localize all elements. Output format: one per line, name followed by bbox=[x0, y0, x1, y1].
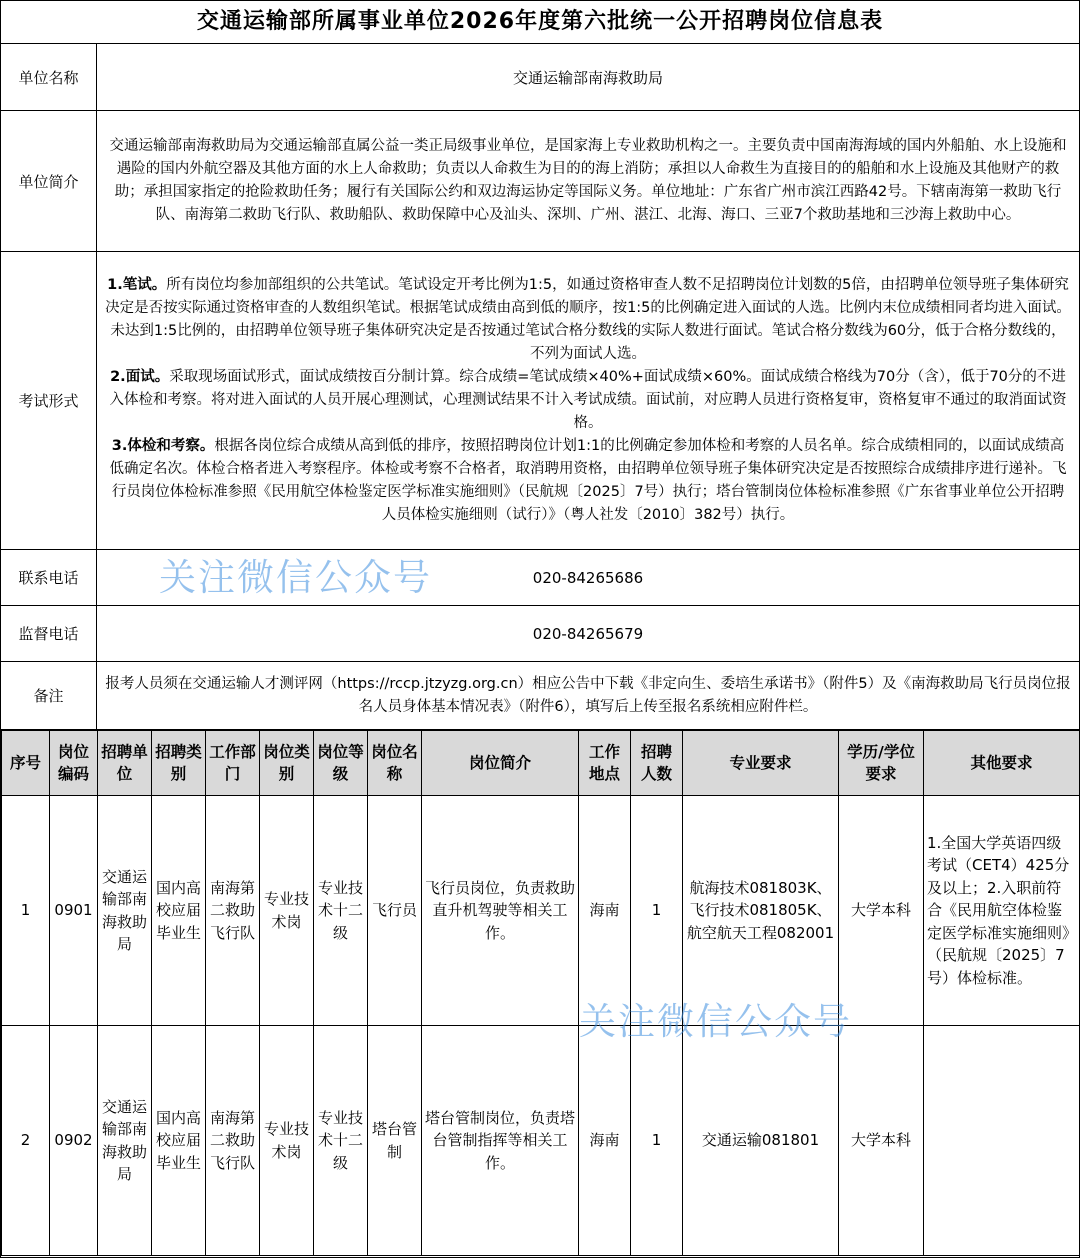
cell-major: 交通运输081801 bbox=[683, 1026, 839, 1256]
cell-location: 海南 bbox=[579, 796, 631, 1026]
cell-post-level: 专业技术十二级 bbox=[314, 796, 368, 1026]
watermark: 关注微信公众号 bbox=[159, 556, 432, 599]
header-cell: 岗位编码 bbox=[50, 731, 98, 796]
exam-item-physical bbox=[105, 435, 1071, 527]
contact-phone-label: 联系电话 bbox=[1, 550, 97, 605]
unit-name-value: 交通运输部南海救助局 bbox=[512, 68, 663, 87]
table-row bbox=[2, 796, 1080, 1026]
cell-code: 0902 bbox=[50, 1026, 98, 1256]
unit-intro-label: 单位简介 bbox=[1, 111, 97, 251]
header-cell: 学历/学位要求 bbox=[839, 731, 924, 796]
contact-phone-row bbox=[1, 550, 1079, 606]
cell-post-type: 专业技术岗 bbox=[260, 1026, 314, 1256]
header-cell: 招聘人数 bbox=[631, 731, 683, 796]
supervise-phone-value: 020-84265679 bbox=[532, 624, 644, 643]
header-cell: 工作地点 bbox=[579, 731, 631, 796]
header-cell: 专业要求 bbox=[683, 731, 839, 796]
exam-item-physical-head: 3.体检和考察。 bbox=[111, 438, 215, 454]
contact-phone-value: 020-84265686 bbox=[532, 568, 644, 587]
cell-location: 海南 bbox=[579, 1026, 631, 1256]
cell-other: 1.全国大学英语四级考试（CET4）425分及以上；2.入职前符合《民用航空体检鉴定医学标准实施细则》（民航规〔2025〕7号）体检标准。 bbox=[924, 796, 1080, 1026]
cell-seq: 1 bbox=[2, 796, 50, 1026]
supervise-phone-label: 监督电话 bbox=[1, 606, 97, 661]
cell-post-level: 专业技术十二级 bbox=[314, 1026, 368, 1256]
cell-unit: 交通运输部南海救助局 bbox=[98, 796, 152, 1026]
cell-education: 大学本科 bbox=[839, 796, 924, 1026]
note-text: 报考人员须在交通运输人才测评网（https://rccp.jtzyzg.org.cn）相应公告中下载《非定向生、委培生承诺书》（附件5）及《南海救助局飞行员岗位报名人员身体基本情况表》（附件6），填写后上传至报名系统相应附件栏。 bbox=[105, 675, 1071, 715]
header-cell: 序号 bbox=[2, 731, 50, 796]
cell-post-intro: 飞行员岗位，负责救助直升机驾驶等相关工作。 bbox=[422, 796, 579, 1026]
header-cell: 岗位类别 bbox=[260, 731, 314, 796]
exam-item-interview-head: 2.面试。 bbox=[110, 369, 170, 385]
note-row bbox=[1, 662, 1079, 730]
exam-item-written bbox=[105, 274, 1071, 366]
header-cell: 岗位简介 bbox=[422, 731, 579, 796]
cell-category: 国内高校应届毕业生 bbox=[152, 1026, 206, 1256]
cell-category: 国内高校应届毕业生 bbox=[152, 796, 206, 1026]
watermark: 关注微信公众号 bbox=[579, 1000, 852, 1043]
positions-table bbox=[1, 730, 1080, 1256]
table-header-row bbox=[2, 731, 1080, 796]
exam-item-written-text: 所有岗位均参加部组织的公共笔试。笔试设定开考比例为1:5，如通过资格审查人数不足招聘岗位计划数的5倍，由招聘单位领导班子集体研究决定是否按实际通过资格审查的人数组织笔试。根据笔试成绩由高到低的顺序，按1:5的比例确定进入面试的人选。比例内末位成绩相同者均进入面试。未达到1:5比例的，由招聘单位领导班子集体研究决定是否按通过笔试合格分数线的实际人数进行面试。笔试合格分数线为60分，低于合格分数线的，不列为面试人选。 bbox=[105, 277, 1071, 362]
header-cell: 岗位名称 bbox=[368, 731, 422, 796]
cell-post-name: 飞行员 bbox=[368, 796, 422, 1026]
header-cell: 其他要求 bbox=[924, 731, 1080, 796]
header-cell: 招聘单位 bbox=[98, 731, 152, 796]
unit-intro-row bbox=[1, 111, 1079, 252]
unit-intro-text: 交通运输部南海救助局为交通运输部直属公益一类正局级事业单位，是国家海上专业救助机构之一。主要负责中国南海海域的国内外船舶、水上设施和遇险的国内外航空器及其他方面的水上人命救助；负责以人命救生为目的的海上消防；承担以人命救生为直接目的的船舶和水上设施及其他财产的救助；承担国家指定的抢险救助任务；履行有关国际公约和双边海运协定等国际义务。单位地址：广东省广州市滨江西路42号。下辖南海第一救助飞行队、南海第二救助飞行队、救助船队、救助保障中心及汕头、深圳、广州、湛江、北海、海口、三亚7个救助基地和三沙海上救助中心。 bbox=[109, 138, 1067, 223]
exam-format-cell bbox=[97, 252, 1079, 549]
exam-format-text bbox=[97, 274, 1079, 527]
cell-seq: 2 bbox=[2, 1026, 50, 1256]
cell-unit: 交通运输部南海救助局 bbox=[98, 1026, 152, 1256]
exam-item-written-head: 1.笔试。 bbox=[107, 277, 167, 293]
cell-education: 大学本科 bbox=[839, 1026, 924, 1256]
cell-post-intro: 塔台管制岗位，负责塔台管制指挥等相关工作。 bbox=[422, 1026, 579, 1256]
cell-code: 0901 bbox=[50, 796, 98, 1026]
note-label: 备注 bbox=[1, 662, 97, 729]
cell-major: 航海技术081803K、飞行技术081805K、航空航天工程082001 bbox=[683, 796, 839, 1026]
exam-item-interview bbox=[105, 366, 1071, 435]
unit-name-row bbox=[1, 44, 1079, 111]
cell-other bbox=[924, 1026, 1080, 1256]
cell-post-type: 专业技术岗 bbox=[260, 796, 314, 1026]
cell-department: 南海第二救助飞行队 bbox=[206, 796, 260, 1026]
header-cell: 工作部门 bbox=[206, 731, 260, 796]
supervise-phone-row bbox=[1, 606, 1079, 662]
note-cell bbox=[97, 662, 1079, 729]
exam-item-interview-text: 采取现场面试形式，面试成绩按百分制计算。综合成绩=笔试成绩×40%+面试成绩×60%。面试成绩合格线为70分（含），低于70分的不进入体检和考察。将对进入面试的人员开展心理测试，心理测试结果不计入考试成绩。面试前，对应聘人员进行资格复审，资格复审不通过的取消面试资格。 bbox=[109, 369, 1067, 431]
cell-headcount: 1 bbox=[631, 796, 683, 1026]
exam-format-row bbox=[1, 252, 1079, 550]
sheet-title: 交通运输部所属事业单位2026年度第六批统一公开招聘岗位信息表 bbox=[1, 1, 1079, 44]
cell-headcount: 1 bbox=[631, 1026, 683, 1256]
table-row bbox=[2, 1026, 1080, 1256]
cell-department: 南海第二救助飞行队 bbox=[206, 1026, 260, 1256]
exam-item-physical-text: 根据各岗位综合成绩从高到低的排序，按照招聘岗位计划1:1的比例确定参加体检和考察的人员名单。综合成绩相同的，以面试成绩高低确定名次。体检合格者进入考察程序。体检或考察不合格者，取消聘用资格，由招聘单位领导班子集体研究决定是否按照综合成绩排序进行递补。飞行员岗位体检标准参照《民用航空体检鉴定医学标准实施细则》（民航规〔2025〕7号）执行；塔台管制岗位体检标准参照《广东省事业单位公开招聘人员体检实施细则（试行）》（粤人社发〔2010〕382号）执行。 bbox=[109, 438, 1067, 523]
cell-post-name: 塔台管制 bbox=[368, 1026, 422, 1256]
unit-name-label: 单位名称 bbox=[1, 44, 97, 110]
header-cell: 招聘类别 bbox=[152, 731, 206, 796]
header-cell: 岗位等级 bbox=[314, 731, 368, 796]
exam-format-label: 考试形式 bbox=[1, 252, 97, 549]
unit-intro-cell bbox=[97, 111, 1079, 251]
